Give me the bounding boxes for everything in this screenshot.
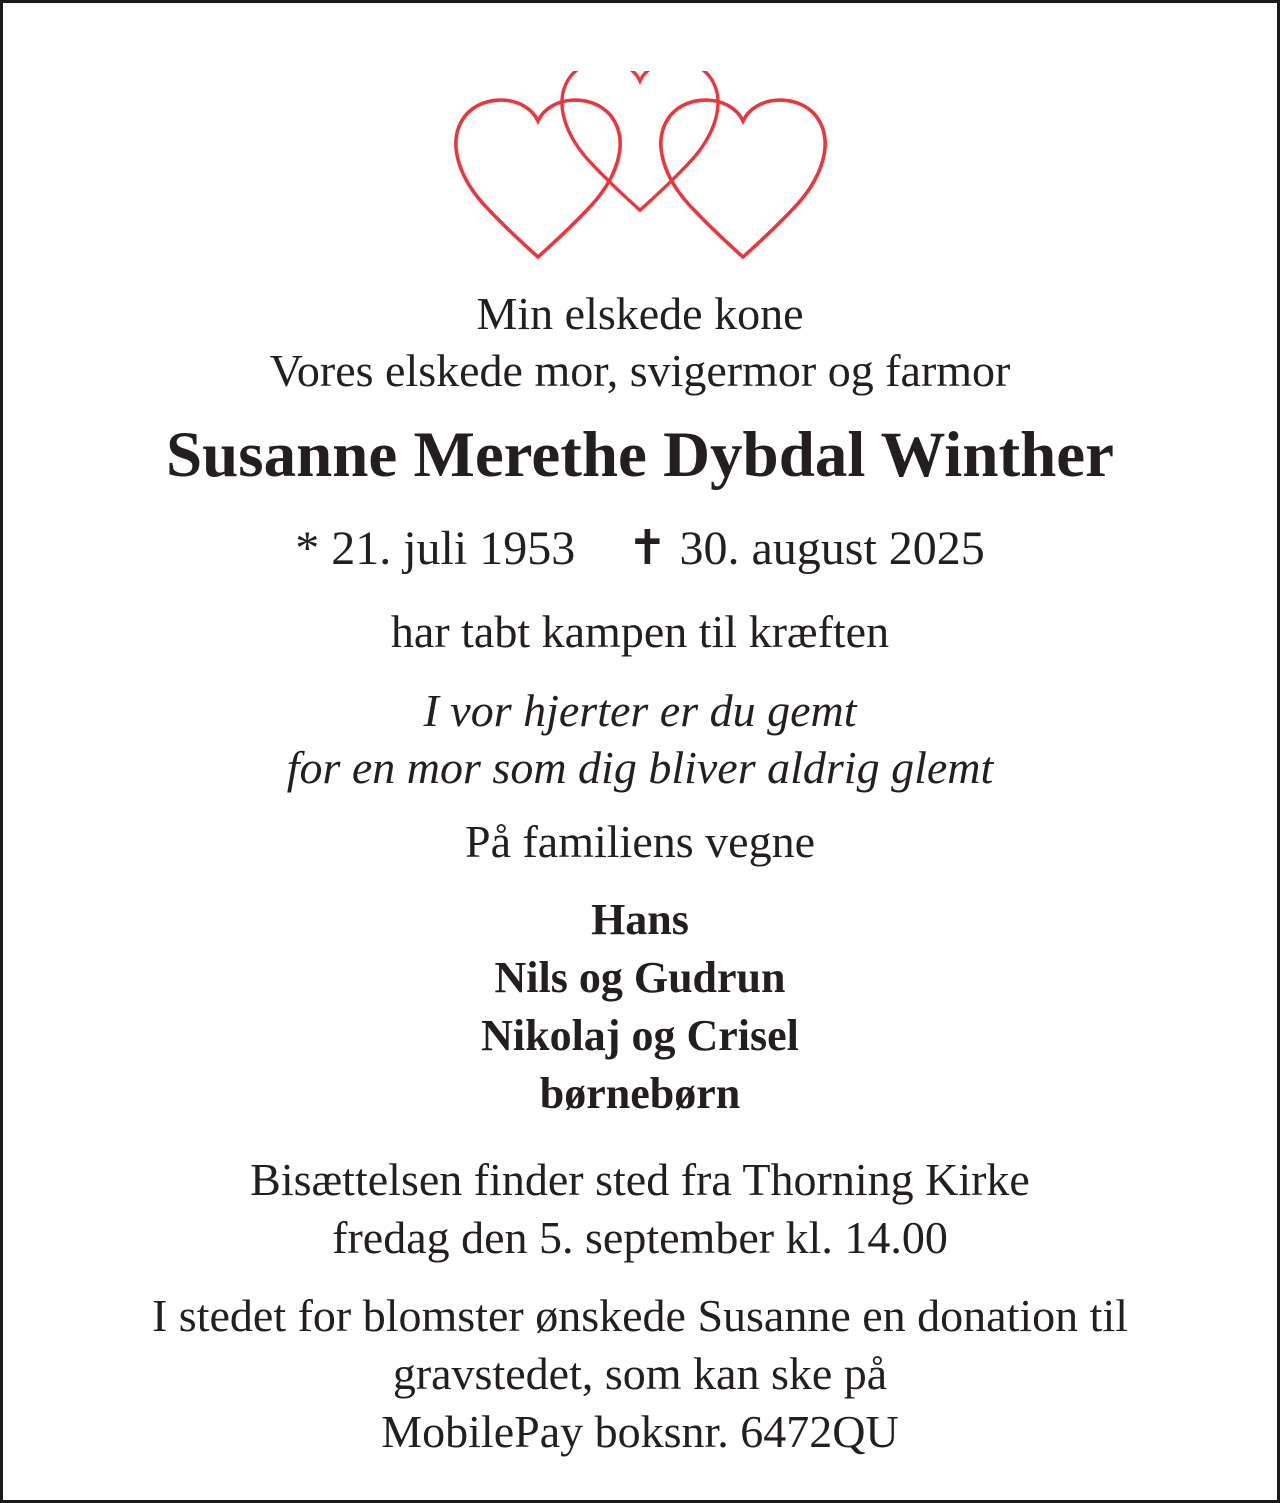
cause-text: har tabt kampen til kræften <box>390 606 890 657</box>
signature-name: Nikolaj og Crisel <box>481 1011 799 1060</box>
three-hearts-icon <box>443 71 843 266</box>
funeral-location: Bisættelsen finder sted fra Thorning Kirke <box>250 1154 1030 1205</box>
poem-line-2: for en mor som dig bliver aldrig glemt <box>286 742 994 793</box>
right-heart-icon <box>661 100 825 257</box>
middle-heart-icon <box>562 71 718 210</box>
signature-name: Hans <box>591 895 689 944</box>
left-heart-icon <box>456 100 620 257</box>
mobilepay-box-number: MobilePay boksnr. 6472QU <box>381 1406 899 1457</box>
intro-line-wife: Min elskede kone <box>476 288 804 339</box>
on-behalf-text: På familiens vegne <box>464 816 815 867</box>
intro-line-family: Vores elskede mor, svigermor og farmor <box>269 345 1011 396</box>
signature-name: børnebørn <box>539 1069 741 1118</box>
birth-date: * 21. juli 1953 <box>295 522 576 575</box>
donation-line-2: gravstedet, som kan ske på <box>392 1348 888 1399</box>
death-date: ✝ 30. august 2025 <box>627 522 985 575</box>
donation-line-1: I stedet for blomster ønskede Susanne en donation til <box>151 1290 1129 1341</box>
poem-line-1: I vor hjerter er du gemt <box>423 685 857 736</box>
signature-name: Nils og Gudrun <box>494 953 786 1002</box>
life-dates <box>3 522 1277 575</box>
deceased-name: Susanne Merethe Dybdal Winther <box>165 419 1115 491</box>
funeral-time: fredag den 5. september kl. 14.00 <box>332 1212 948 1263</box>
